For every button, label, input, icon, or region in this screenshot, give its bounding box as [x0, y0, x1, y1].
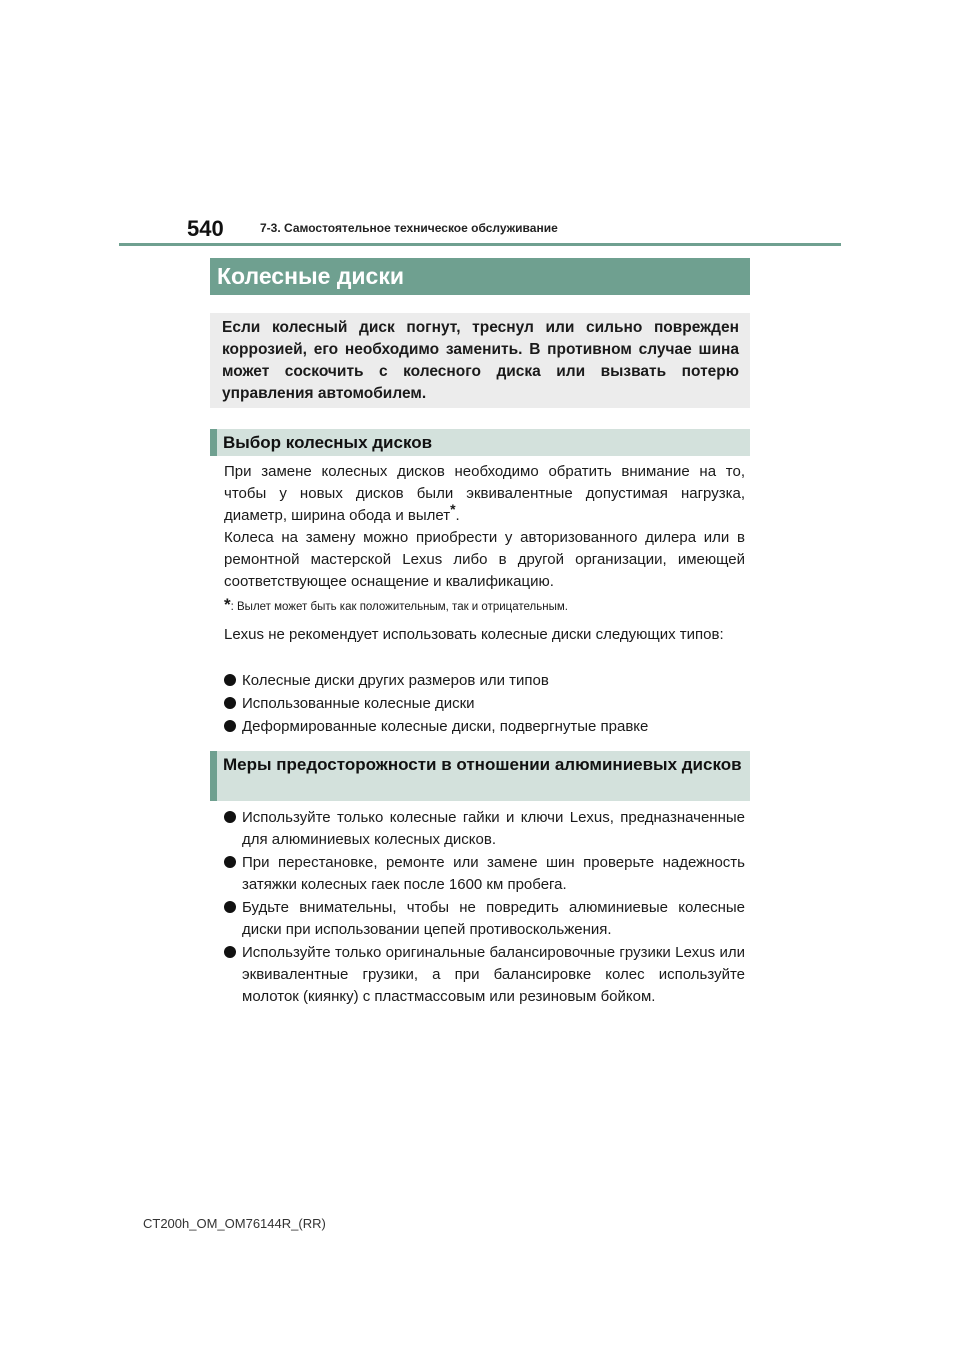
list-item: При перестановке, ремонте или замене шин проверьте надежность затяжки колесных гаек после 1600 км пробега.: [224, 852, 745, 896]
section-path: 7-3. Самостоятельное техническое обслуживание: [260, 221, 558, 235]
section-heading-wheel-selection: Выбор колесных дисков: [210, 429, 750, 456]
list-item: Деформированные колесные диски, подвергнутые правке: [224, 716, 745, 738]
footnote-marker: *: [450, 501, 456, 517]
footnote: [224, 597, 745, 615]
paragraph-purchase: Колеса на замену можно приобрести у авторизованного дилера или в ремонтной мастерской Lexus либо в другой организации, имеющей соответствующее оснащение и квалификацию.: [224, 529, 745, 590]
list-item: Используйте только колесные гайки и ключи Lexus, предназначенные для алюминиевых колесных дисков.: [224, 807, 745, 851]
bullet-icon: [224, 946, 236, 958]
footnote-text: : Вылет может быть как положительным, так и отрицательным.: [230, 601, 568, 613]
section-heading-aluminum-precautions: Меры предосторожности в отношении алюминиевых дисков: [210, 751, 750, 801]
list-item: Колесные диски других размеров или типов: [224, 670, 745, 692]
paragraph-selection-end: .: [455, 507, 460, 524]
intro-box: Если колесный диск погнут, треснул или сильно поврежден коррозией, его необходимо заменить. В противном случае шина может соскочить с колесного диска или вызвать потерю управления автомобилем.: [210, 313, 750, 408]
footer-doc-code: CT200h_OM_OM76144R_(RR): [143, 1216, 326, 1231]
bullet-icon: [224, 856, 236, 868]
bullet-icon: [224, 697, 236, 709]
bullet-icon: [224, 720, 236, 732]
bullet-icon: [224, 901, 236, 913]
footnote-star: *: [224, 595, 231, 614]
list-item: Использованные колесные диски: [224, 693, 745, 715]
bullet-icon: [224, 674, 236, 686]
list-item: Используйте только оригинальные балансировочные грузики Lexus или эквивалентные грузики, а при балансировке колес используйте молоток (киянку) с пластмассовым или резиновым бойком.: [224, 942, 745, 1008]
list-item: Будьте внимательны, чтобы не повредить алюминиевые колесные диски при использовании цепей противоскольжения.: [224, 897, 745, 941]
paragraph-selection: [224, 461, 745, 527]
paragraph-selection-text: При замене колесных дисков необходимо обратить внимание на то, чтобы у новых дисков были эквивалентные допустимая нагрузка, диаметр, ширина обода и вылет: [224, 463, 745, 524]
bullet-icon: [224, 811, 236, 823]
page-title: Колесные диски: [210, 258, 750, 295]
page-number: 540: [187, 216, 224, 241]
paragraph-not-recommended: Lexus не рекомендует использовать колесные диски следующих типов:: [224, 626, 724, 643]
header-rule: [119, 243, 841, 246]
